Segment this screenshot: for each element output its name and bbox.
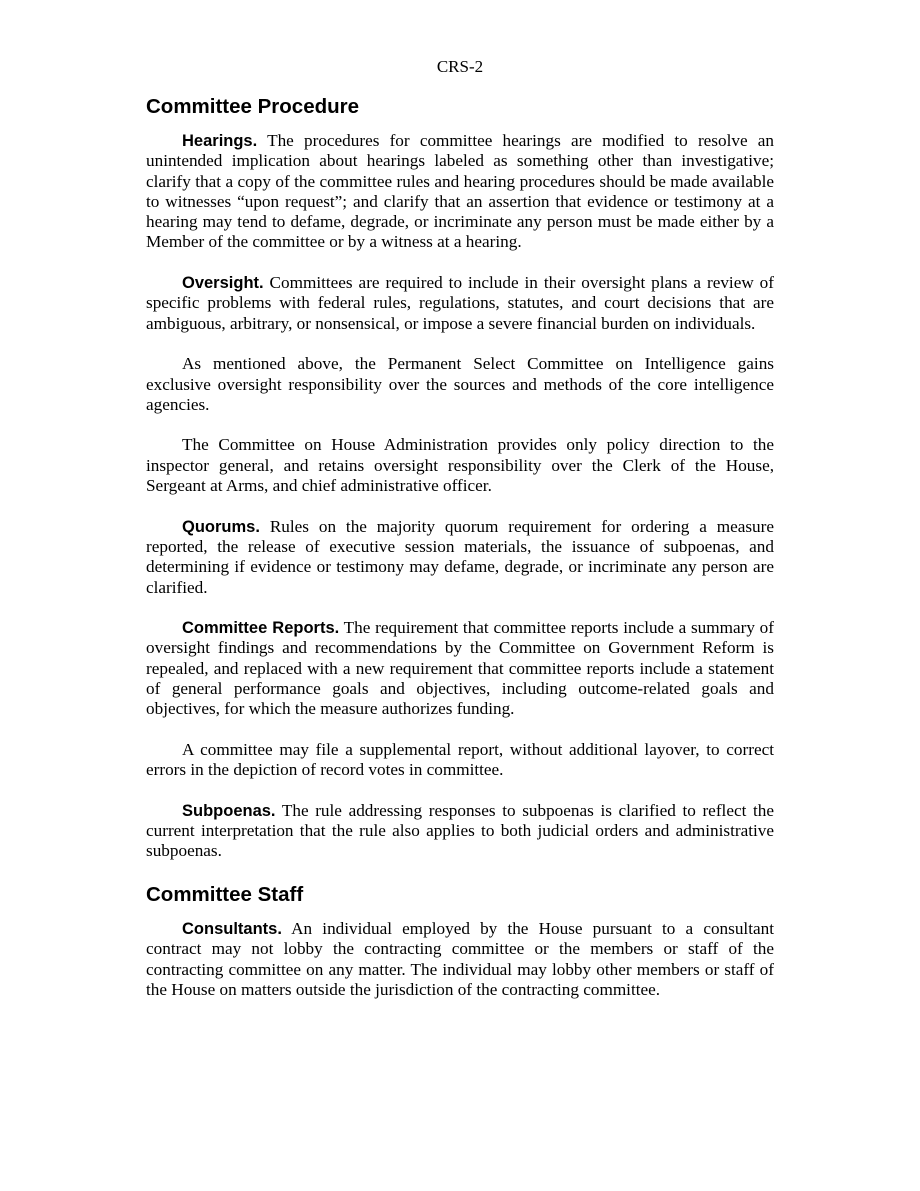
run-in-heading-subpoenas: Subpoenas. [182,801,276,820]
paragraph-text: The rule addressing responses to subpoenas is clarified to reflect the current interpretation that the rule also applies to both judicial orders and administrative subpoenas. [146,800,774,861]
paragraph-text: The requirement that committee reports include a summary of oversight findings and recommendations by the Committee on Government Reform is repealed, and replaced with a new requirement that committee reports include a statement of general performance goals and objectives, including outcome-related goals and objectives, for which the measure authorizes funding. [146,618,774,719]
run-in-heading-hearings: Hearings. [182,132,258,150]
section-heading-committee-staff: Committee Staff [146,882,304,906]
paragraph-text: An individual employed by the House pursuant to a consultant contract may not lobby the contracting committee or the members or staff of the contracting committee on any matter. The individual may lobby other members or staff of the House on matters outside the jurisdiction of the contracting committee. [146,918,774,999]
paragraph-hearings [146,131,774,253]
paragraph-consultants [146,919,774,1000]
paragraph-text: Committees are required to include in their oversight plans a review of specific problems with federal rules, regulations, statutes, and court decisions that are ambiguous, arbitrary, or nonsensical, or impose a severe financial burden on individuals. [146,273,774,333]
paragraph-text: Rules on the majority quorum requirement for ordering a measure reported, the release of executive session materials, the issuance of subpoenas, and determining if evidence or testimony may defame, degrade, or incriminate any person are clarified. [146,516,774,597]
run-in-heading-quorums: Quorums. [182,517,260,536]
paragraph-quorums [146,517,774,598]
section-heading-committee-procedure: Committee Procedure [146,95,360,118]
paragraph-subpoenas [146,801,774,862]
paragraph-house-administration [146,435,774,496]
paragraph-text: The procedures for committee hearings are modified to resolve an unintended implication about hearings labeled as something other than investigative; clarify that a copy of the committee rules and hearing procedures should be made available to witnesses “upon request”; and clarify that an assertion that evidence or testimony at a hearing may tend to defame, degrade, or incriminate any person must be made either by a Member of the committee or by a witness at a hearing. [146,131,774,252]
paragraph-oversight [146,273,774,334]
page-content [146,94,774,1020]
paragraph-text: A committee may file a supplemental report, without additional layover, to correct errors in the depiction of record votes in committee. [146,739,774,780]
run-in-heading-consultants: Consultants. [182,919,282,938]
page-number: CRS-2 [436,57,484,76]
run-in-heading-oversight: Oversight. [182,274,264,293]
paragraph-text: As mentioned above, the Permanent Select Committee on Intelligence gains exclusive oversight responsibility over the sources and methods of the core intelligence agencies. [146,354,774,414]
paragraph-supplemental-report [146,740,774,781]
paragraph-text: The Committee on House Administration provides only policy direction to the inspector general, and retains oversight responsibility over the Clerk of the House, Sergeant at Arms, and chief administrative officer. [146,435,774,496]
paragraph-committee-reports [146,618,774,719]
run-in-heading-committee-reports: Committee Reports. [182,619,340,638]
paragraph-intelligence [146,354,774,415]
